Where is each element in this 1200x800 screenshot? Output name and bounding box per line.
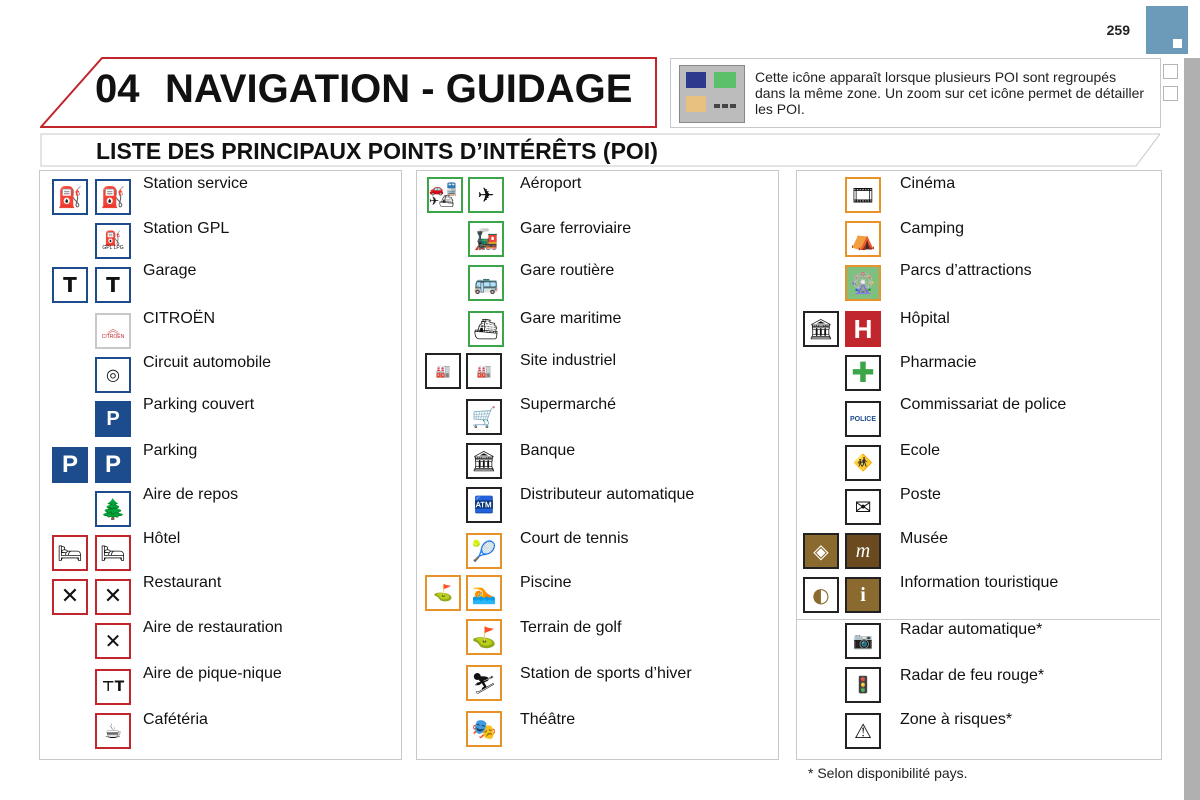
parking-icon: P xyxy=(95,447,131,483)
factory-icon: 🏭 xyxy=(466,353,502,389)
fork-knife-icon: ✕ xyxy=(52,579,88,615)
hospital-icon: H xyxy=(845,311,881,347)
poi-label: Station de sports d’hiver xyxy=(520,665,692,682)
poi-label: Musée xyxy=(900,530,949,547)
poi-label: Gare ferroviaire xyxy=(520,220,632,237)
viewpoint-icon: ◐ xyxy=(803,577,839,613)
citroen-logo-icon: ︽ CITROËN xyxy=(95,313,131,349)
covered-parking-icon: P xyxy=(95,401,131,437)
side-checkbox xyxy=(1163,64,1178,79)
page-number: 259 xyxy=(1106,22,1130,38)
poi-label: Garage xyxy=(143,262,197,279)
poi-label: Camping xyxy=(900,220,965,237)
swimmer-icon: 🏊 xyxy=(466,575,502,611)
poi-label: Supermarché xyxy=(520,396,617,413)
race-circuit-icon: ◎ xyxy=(95,357,131,393)
poi-label: Hôtel xyxy=(143,530,181,547)
column-divider xyxy=(797,619,1160,620)
poi-label: Gare routière xyxy=(520,262,615,279)
shopping-cart-icon: 🛒 xyxy=(466,399,502,435)
poi-label: Cafétéria xyxy=(143,711,208,728)
section-number: 04 xyxy=(95,67,140,111)
poi-label: Gare maritime xyxy=(520,310,622,327)
poi-column-transport xyxy=(416,170,779,760)
sports-group-icon: ⛳ xyxy=(425,575,461,611)
list-title: LISTE DES PRINCIPAUX POINTS D’INTÉRÊTS (POI) xyxy=(96,138,658,164)
wrench-icon: T xyxy=(52,267,88,303)
rest-area-icon: 🌲 xyxy=(95,491,131,527)
red-light-camera-icon: 🚦 xyxy=(845,667,881,703)
school-children-icon: 🚸 xyxy=(845,445,881,481)
pharmacy-cross-icon: ✚ xyxy=(845,355,881,391)
poi-label: Distributeur automatique xyxy=(520,486,695,503)
envelope-icon: ✉ xyxy=(845,489,881,525)
airplane-icon: ✈ xyxy=(468,177,504,213)
poi-label: Pharmacie xyxy=(900,354,977,371)
golf-icon: ⛳ xyxy=(466,619,502,655)
poi-label: Circuit automobile xyxy=(143,354,272,371)
warning-triangle-icon: ⚠ xyxy=(845,713,881,749)
transport-group-icon: 🚗🚆✈⛴ xyxy=(427,177,463,213)
poi-label: Parking xyxy=(143,442,198,459)
poi-label: Aire de restauration xyxy=(143,619,283,636)
food-area-icon: ✕ xyxy=(95,623,131,659)
footnote: * Selon disponibilité pays. xyxy=(808,765,968,781)
poi-label: Aéroport xyxy=(520,175,582,192)
bank-icon: 🏛 xyxy=(466,443,502,479)
poi-label: Théâtre xyxy=(520,711,576,728)
poi-label: Hôpital xyxy=(900,310,950,327)
poi-label: Station service xyxy=(143,175,248,192)
poi-label: Poste xyxy=(900,486,941,503)
fuel-pump-icon: ⛽ xyxy=(95,179,131,215)
fork-knife-icon: ✕ xyxy=(95,579,131,615)
bus-icon: 🚌 xyxy=(468,265,504,301)
poi-label: Court de tennis xyxy=(520,530,629,547)
speed-camera-icon: 📷 xyxy=(845,623,881,659)
poi-label: Station GPL xyxy=(143,220,230,237)
poi-label: Restaurant xyxy=(143,574,222,591)
poi-label: Terrain de golf xyxy=(520,619,622,636)
picnic-table-icon: ⊤T xyxy=(95,669,131,705)
info-note xyxy=(670,58,1161,128)
note-text: Cette icône apparaît lorsque plusieurs POI sont regroupés dans la même zone. Un zoom sur cet icône permet de détailler les POI. xyxy=(755,69,1145,117)
monument-icon: ◈ xyxy=(803,533,839,569)
poi-label: Information touristique xyxy=(900,574,1059,591)
parking-icon: P xyxy=(52,447,88,483)
skier-icon: ⛷ xyxy=(466,665,502,701)
gpl-pump-icon: ⛽ GPL LPG xyxy=(95,223,131,259)
tourist-info-icon: i xyxy=(845,577,881,613)
police-icon: POLICE xyxy=(845,401,881,437)
wrench-icon: T xyxy=(95,267,131,303)
poi-label: Site industriel xyxy=(520,352,617,369)
bed-icon: 🛏 xyxy=(52,535,88,571)
page-title: NAVIGATION - GUIDAGE xyxy=(165,67,633,111)
poi-label: Ecole xyxy=(900,442,941,459)
poi-label: Aire de pique-nique xyxy=(143,665,282,682)
museum-icon: m xyxy=(845,533,881,569)
poi-label: Cinéma xyxy=(900,175,956,192)
film-icon: 🎞 xyxy=(845,177,881,213)
tennis-icon: 🎾 xyxy=(466,533,502,569)
ferris-wheel-icon: 🎡 xyxy=(845,265,881,301)
factory-icon: 🏭 xyxy=(425,353,461,389)
right-sidebar-bar xyxy=(1184,58,1200,800)
theatre-mask-icon: 🎭 xyxy=(466,711,502,747)
train-icon: 🚂 xyxy=(468,221,504,257)
atm-icon: 🏧 xyxy=(466,487,502,523)
poi-label: Aire de repos xyxy=(143,486,239,503)
fuel-pump-icon: ⛽ xyxy=(52,179,88,215)
poi-label: Radar de feu rouge* xyxy=(900,667,1045,684)
poi-label: Banque xyxy=(520,442,576,459)
poi-label: Commissariat de police xyxy=(900,396,1067,413)
ferry-icon: ⛴ xyxy=(468,311,504,347)
poi-label: Parking couvert xyxy=(143,396,255,413)
poi-label: Zone à risques* xyxy=(900,711,1013,728)
poi-label: CITROËN xyxy=(143,310,215,327)
section-tab xyxy=(1146,6,1188,54)
coffee-cup-icon: ☕ xyxy=(95,713,131,749)
poi-column-public xyxy=(796,170,1162,760)
poi-label: Radar automatique* xyxy=(900,621,1043,638)
poi-label: Parcs d’attractions xyxy=(900,262,1032,279)
public-building-icon: 🏛 xyxy=(803,311,839,347)
bed-icon: 🛏 xyxy=(95,535,131,571)
multi-poi-icon xyxy=(679,65,745,123)
tab-marker xyxy=(1173,39,1182,48)
tent-icon: ⛺ xyxy=(845,221,881,257)
side-checkbox xyxy=(1163,86,1178,101)
poi-column-services xyxy=(39,170,402,760)
poi-label: Piscine xyxy=(520,574,572,591)
